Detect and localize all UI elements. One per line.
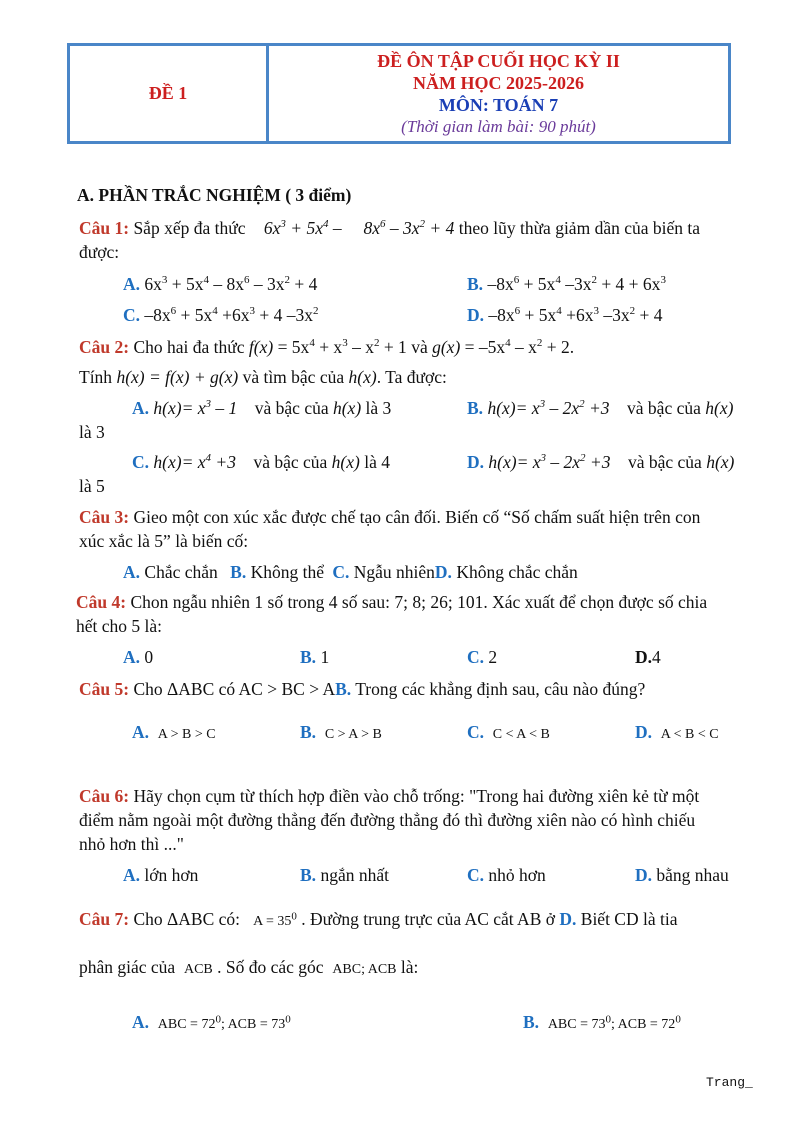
q1-option-b: B. $-8x^6 + 5x^4$ $-3x^2 + 4 + 6x^3$: [467, 274, 666, 294]
q6-option-d: D. bằng nhau: [635, 865, 729, 885]
polynomial: $6x^3 + 5x^4$ – $8x^6 - 3x^2 + 4$: [263, 218, 455, 238]
q6-option-b: B. ngắn nhất: [300, 865, 389, 885]
exam-header-box: [67, 43, 731, 144]
section-a-title: A. PHẦN TRẮC NGHIỆM ( 3 điểm): [77, 185, 352, 205]
angle-a: $A = 35^0$: [253, 910, 297, 929]
q5-option-c: C. C < A < B: [467, 722, 550, 742]
question-3-cont: xúc xắc là 5” là biến cố:: [79, 531, 249, 551]
q6-option-a: A. lớn hơn: [123, 865, 199, 885]
question-7: Câu 7: Cho ΔABC có: $A = 35^0$ . Đường trung trực của AC cắt AB ở D. Biết CD là tia: [79, 909, 678, 929]
q4-option-b: B. 1: [300, 647, 330, 667]
question-2-cont: Tính h(x) = f(x) + g(x) và tìm bậc của h(x). Ta được:: [79, 367, 447, 387]
q7-option-b: B. ABC = $73^0$; ACB = $72^0$: [523, 1012, 681, 1032]
q2-wrap-2: là 5: [79, 476, 105, 496]
q2-option-b: B. $h(x)= x^3 - 2x^2 +3$ và bậc của h(x): [467, 398, 734, 418]
q7-option-a: A. ABC = $72^0$; ACB = $73^0$: [132, 1012, 291, 1032]
q4-option-d: D.4: [635, 647, 661, 667]
question-label: Câu 1:: [79, 218, 130, 238]
exam-title-cell: [269, 46, 728, 141]
question-6: Câu 6: Hãy chọn cụm từ thích hợp điền vào chỗ trống: "Trong hai đường xiên kẻ từ một: [79, 786, 700, 806]
question-6-cont-1: điểm nằm ngoài một đường thẳng đến đường thẳng đó thì đường xiên nào có hình chiếu: [79, 810, 696, 830]
q5-option-a: A. A > B > C: [132, 722, 216, 742]
school-year: NĂM HỌC 2025-2026: [413, 72, 584, 93]
question-1: Câu 1: Sắp xếp đa thức $6x^3 + 5x^4$ – $8x^6 - 3x^2 + 4$ theo lũy thừa giảm dần của biến ta: [79, 218, 701, 238]
question-1-cont: được:: [79, 242, 120, 262]
page-footer: Trang_: [706, 1075, 753, 1090]
q5-option-b: B. C > A > B: [300, 722, 382, 742]
question-5: Câu 5: Cho ΔABC có AC > BC > AB. Trong các khẳng định sau, câu nào đúng?: [79, 679, 646, 699]
q2-option-a: A. $h(x)= x^3 - 1$ và bậc của h(x) là 3: [132, 398, 392, 418]
exam-title: ĐỀ ÔN TẬP CUỐI HỌC KỲ II: [377, 50, 620, 71]
exam-code-cell: [70, 46, 269, 141]
question-3: Câu 3: Gieo một con xúc xắc được chế tạo cân đối. Biến cố “Số chấm suất hiện trên con: [79, 507, 701, 527]
exam-code: ĐỀ 1: [148, 83, 188, 103]
q1-option-a: A. $6x^3 + 5x^4 - 8x^6 - 3x^2 + 4$: [123, 274, 318, 294]
q2-wrap-1: là 3: [79, 422, 105, 442]
time-limit: (Thời gian làm bài: 90 phút): [401, 116, 596, 136]
q1-option-d: D. $-8x^6 + 5x^4 +6x^3$ $-3x^2 + 4$: [467, 305, 663, 325]
q4-option-a: A. 0: [123, 647, 154, 667]
q5-option-d: D. A < B < C: [635, 722, 719, 742]
q6-option-c: C. nhỏ hơn: [467, 865, 546, 885]
question-4-cont: hết cho 5 là:: [76, 616, 163, 636]
question-7-cont: phân giác của ACB . Số đo các góc ABC; ACB là:: [79, 957, 419, 977]
question-2: Câu 2: Cho hai đa thức $f(x) = 5x^4 + x^3 - x^2 + 1$ và $g(x) = -5x^4 - x^2 + 2$.: [79, 337, 575, 357]
q4-option-c: C. 2: [467, 647, 498, 667]
q1-option-c: C. $-8x^6 + 5x^4 +6x^3 + 4$ $-3x^2$: [123, 305, 319, 325]
q2-option-c: C. $h(x)= x^4 +3$ và bậc của h(x) là 4: [132, 452, 390, 472]
subject: MÔN: TOÁN 7: [438, 94, 559, 115]
q2-option-d: D. $h(x)= x^3 - 2x^2 +3$ và bậc của h(x): [467, 452, 735, 472]
q3-options: A. Chắc chắn B. Không thể C. Ngẫu nhiênD. Không chắc chắn: [123, 562, 578, 582]
question-4: Câu 4: Chon ngẫu nhiên 1 số trong 4 số sau: 7; 8; 26; 101. Xác xuất để chọn được số chia: [76, 592, 708, 612]
question-6-cont-2: nhỏ hơn thì ...": [79, 834, 184, 854]
